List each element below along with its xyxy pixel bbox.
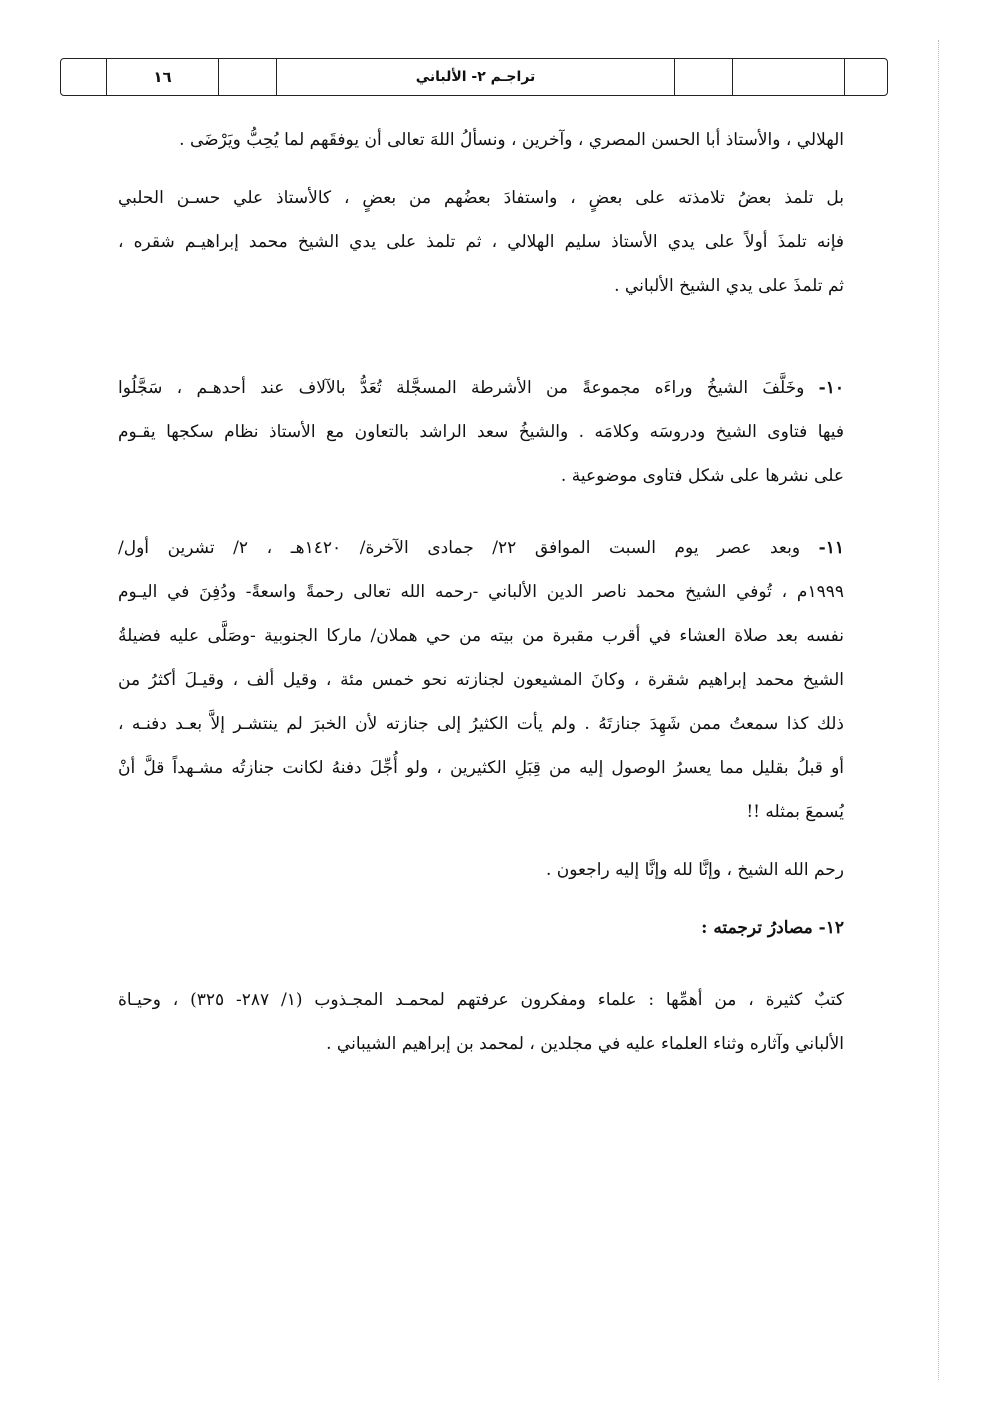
paragraph-sources <box>118 978 844 1066</box>
paragraph-item-11 <box>118 526 844 834</box>
text-line <box>118 526 844 570</box>
header-cell-page-number <box>107 59 219 95</box>
text-line-content: وخَلَّفَ الشيخُ وراءَه مجموعةً من الأشرطة المسجَّلة تُعَدُّ بالآلاف عند أحدهـم ، سَجَّلُوا <box>118 378 805 398</box>
paragraph-item-12 <box>118 906 844 950</box>
running-title: تراجـم ٢- الألباني <box>415 69 536 85</box>
page-number: ١٦ <box>153 68 172 86</box>
header-cell-title <box>277 59 675 95</box>
text-line: بل تلمذ بعضُ تلامذته على بعضٍ ، واستفادَ بعضُهم من بعضٍ ، كالأستاذ علي حسـن الحلبي <box>118 188 844 208</box>
paragraph-students <box>118 176 844 308</box>
header-cell-empty <box>61 59 107 95</box>
text-line: ذلك كذا سمعتُ ممن شَهِدَ جنازتَهُ . ولم يأت الكثيرُ إلى جنازته لأن الخبرَ لم ينتشـر إلاَّ بعـد دفنـه ، <box>118 714 844 734</box>
text-line: ١٩٩٩م ، تُوفي الشيخ محمد ناصر الدين الألباني -رحمه الله تعالى رحمةً واسعةً- ودُفِنَ في اليـوم <box>118 582 844 602</box>
header-cell-empty <box>733 59 845 95</box>
paragraph-item-10 <box>118 366 844 498</box>
text-line: ثم تلمذَ على يدي الشيخ الألباني . <box>614 276 844 296</box>
text-line: على نشرها على شكل فتاوى موضوعية . <box>560 466 844 486</box>
text-line: الهلالي ، والأستاذ أبا الحسن المصري ، وآخرين ، ونسألُ اللهَ تعالى أن يوفقَهم لما يُحِبُّ ويَرْضَى . <box>179 130 844 150</box>
paragraph-mercy <box>118 848 844 892</box>
section-heading <box>118 906 844 950</box>
text-line: الشيخ محمد إبراهيم شقرة ، وكانَ المشيعون لجنازته نحو خمس مئة ، وقيل ألف ، وقيـلَ أكثرُ من <box>118 670 844 690</box>
scan-margin-line <box>938 40 939 1380</box>
text-line: نفسه بعد صلاة العشاء في أقرب مقبرة من بيته من حي هملان/ ماركا الجنوبية -وصَلَّى عليه فضيلةُ <box>118 626 844 646</box>
body-text <box>118 118 844 1066</box>
header-cell-empty <box>219 59 277 95</box>
paragraph-continuation <box>118 118 844 162</box>
item-number: ١١- <box>818 538 844 558</box>
item-number: ١٢- <box>818 918 844 938</box>
text-line <box>118 366 844 410</box>
heading-text: مصادرُ ترجمته : <box>701 918 813 938</box>
page-header <box>60 58 888 96</box>
header-cell-empty <box>845 59 887 95</box>
text-line: يُسمعَ بمثله !! <box>746 802 844 822</box>
header-cell-empty <box>675 59 733 95</box>
text-line: فيها فتاوى الشيخ ودروسَه وكلامَه . والشيخُ سعد الراشد بالتعاون مع الأستاذ نظام سكجها يقـوم <box>118 422 844 442</box>
text-line-content: وبعد عصر يوم السبت الموافق ٢٢/ جمادى الآخرة/ ١٤٢٠هـ ، ٢/ تشرين أول/ <box>118 538 801 558</box>
text-line: رحم الله الشيخ ، وإنَّا لله وإنَّا إليه راجعون . <box>545 860 844 880</box>
text-line: فإنه تلمذَ أولاً على يدي الأستاذ سليم الهلالي ، ثم تلمذ على يدي الشيخ محمد إبراهيـم شقره ، <box>118 232 844 252</box>
item-number: ١٠- <box>818 378 844 398</box>
text-line: كتبٌ كثيرة ، من أهمِّها : علماء ومفكرون عرفتهم لمحمـد المجـذوب (١/ ٢٨٧- ٣٢٥) ، وحيـاة <box>118 990 844 1010</box>
text-line: الألباني وآثاره وثناء العلماء عليه في مجلدين ، لمحمد بن إبراهيم الشيباني . <box>326 1034 844 1054</box>
text-line: أو قبلُ بقليل مما يعسرُ الوصول إليه من قِبَلِ الكثيرين ، ولو أُجِّلَ دفنهُ لكانت جنازتُه مشـهداً قلَّ أنْ <box>118 758 844 778</box>
